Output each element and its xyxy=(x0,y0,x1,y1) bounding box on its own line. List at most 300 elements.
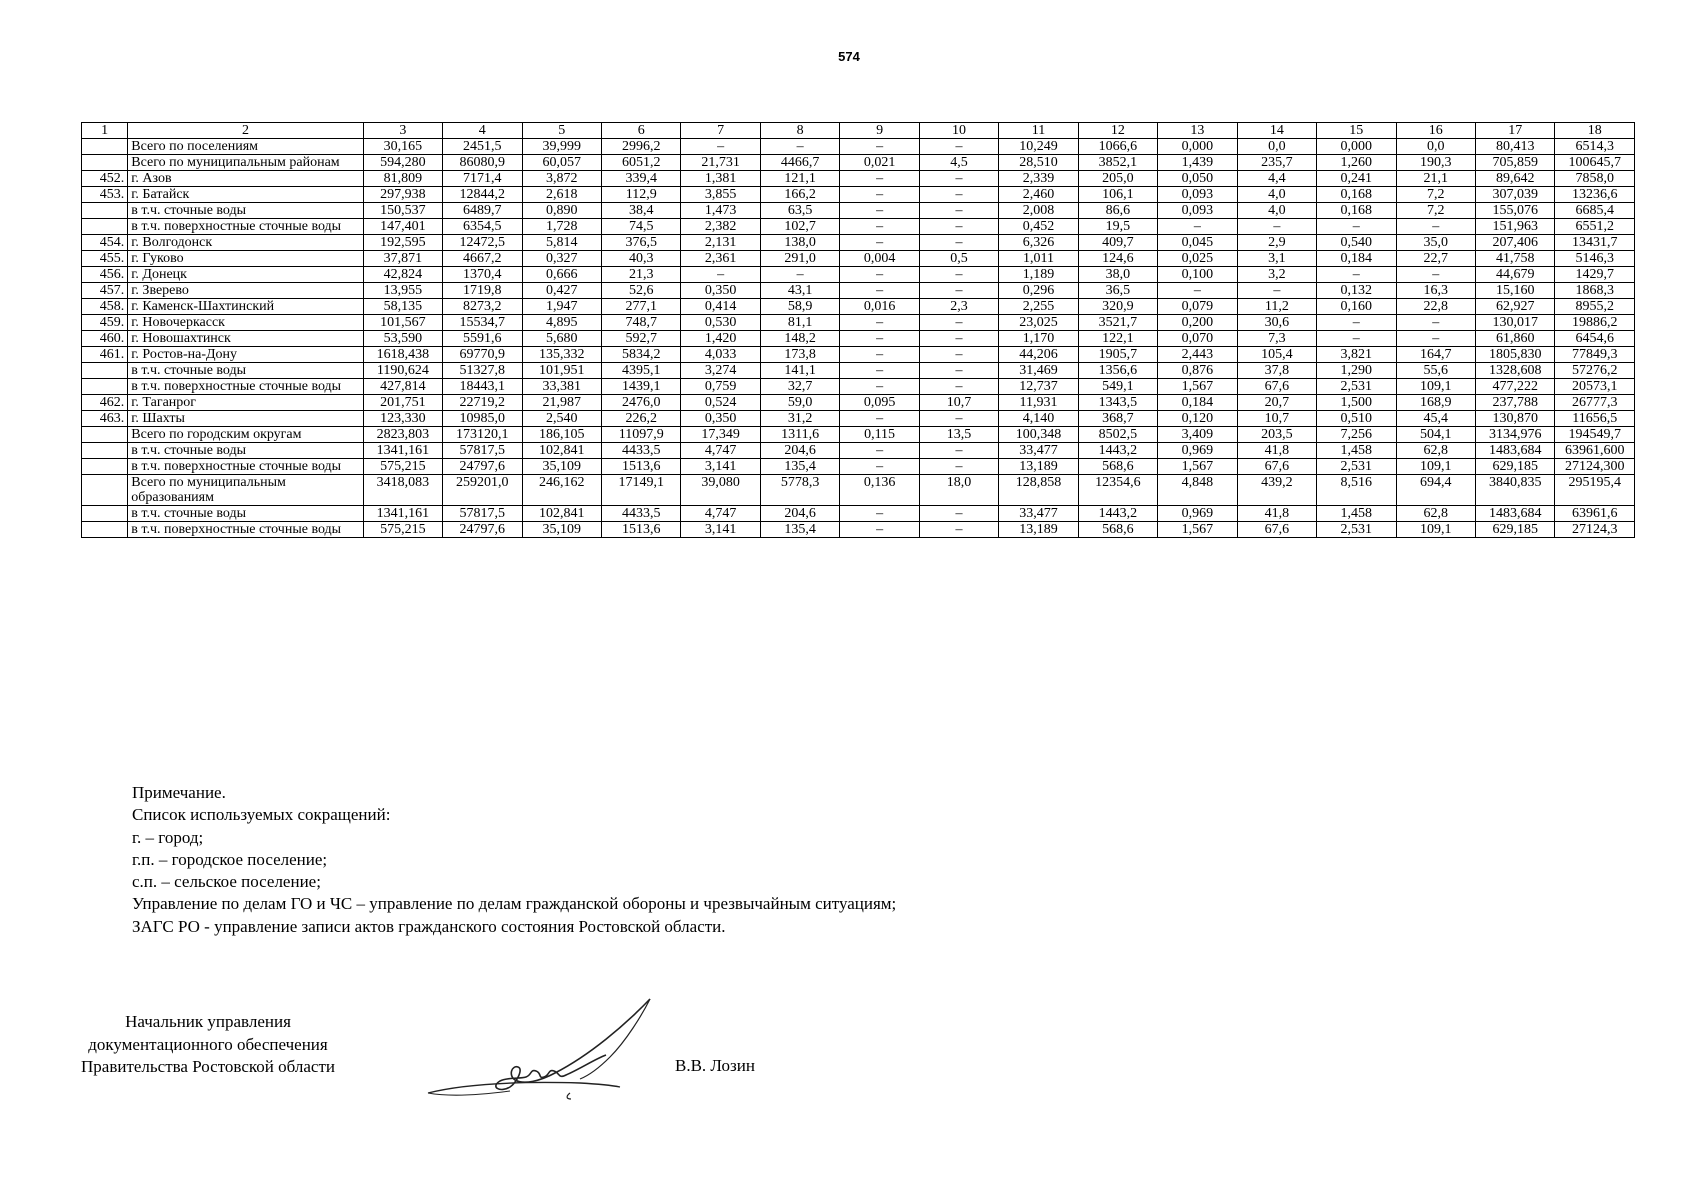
value-cell: 3,1 xyxy=(1237,251,1316,267)
value-cell: 57276,2 xyxy=(1555,363,1635,379)
value-cell: – xyxy=(919,411,998,427)
value-cell: 2,339 xyxy=(999,171,1078,187)
row-name-cell: в т.ч. поверхностные сточные воды xyxy=(128,219,363,235)
value-cell: 100,348 xyxy=(999,427,1078,443)
value-cell: 201,751 xyxy=(363,395,442,411)
row-number-cell xyxy=(82,379,128,395)
value-cell: 57817,5 xyxy=(443,443,522,459)
value-cell: 0,414 xyxy=(681,299,760,315)
value-cell: 1,500 xyxy=(1317,395,1396,411)
value-cell: 0,0 xyxy=(1396,139,1475,155)
value-cell: 0,093 xyxy=(1158,187,1237,203)
table-row xyxy=(82,251,1635,267)
value-cell: 3134,976 xyxy=(1475,427,1554,443)
value-cell: 307,039 xyxy=(1475,187,1554,203)
value-cell: – xyxy=(1237,283,1316,299)
value-cell: 297,938 xyxy=(363,187,442,203)
value-cell: 39,999 xyxy=(522,139,601,155)
value-cell: 629,185 xyxy=(1475,459,1554,475)
value-cell: 186,105 xyxy=(522,427,601,443)
value-cell: 12354,6 xyxy=(1078,475,1157,506)
value-cell: 51327,8 xyxy=(443,363,522,379)
value-cell: 1868,3 xyxy=(1555,283,1635,299)
value-cell: 37,871 xyxy=(363,251,442,267)
value-cell: – xyxy=(919,315,998,331)
value-cell: 6454,6 xyxy=(1555,331,1635,347)
value-cell: – xyxy=(840,283,919,299)
value-cell: 135,4 xyxy=(760,522,839,538)
value-cell: – xyxy=(760,139,839,155)
row-name-cell: г. Зверево xyxy=(128,283,363,299)
value-cell: – xyxy=(681,139,760,155)
value-cell: 27124,3 xyxy=(1555,522,1635,538)
value-cell: 44,679 xyxy=(1475,267,1554,283)
row-number-cell xyxy=(82,522,128,538)
value-cell: 19886,2 xyxy=(1555,315,1635,331)
value-cell: 1,439 xyxy=(1158,155,1237,171)
value-cell: 1,170 xyxy=(999,331,1078,347)
value-cell: 2,443 xyxy=(1158,347,1237,363)
value-cell: 7,2 xyxy=(1396,203,1475,219)
value-cell: 6514,3 xyxy=(1555,139,1635,155)
value-cell: – xyxy=(919,203,998,219)
value-cell: 226,2 xyxy=(601,411,680,427)
value-cell: 0,184 xyxy=(1317,251,1396,267)
row-number-cell xyxy=(82,443,128,459)
value-cell: – xyxy=(919,379,998,395)
value-cell: 1356,6 xyxy=(1078,363,1157,379)
value-cell: 1343,5 xyxy=(1078,395,1157,411)
value-cell: 1370,4 xyxy=(443,267,522,283)
value-cell: 8,516 xyxy=(1317,475,1396,506)
value-cell: 3,141 xyxy=(681,459,760,475)
value-cell: 58,9 xyxy=(760,299,839,315)
value-cell: 7,3 xyxy=(1237,331,1316,347)
value-cell: 148,2 xyxy=(760,331,839,347)
value-cell: 594,280 xyxy=(363,155,442,171)
value-cell: 4,0 xyxy=(1237,203,1316,219)
column-number-cell: 14 xyxy=(1237,123,1316,139)
value-cell: 100645,7 xyxy=(1555,155,1635,171)
row-number-cell: 458. xyxy=(82,299,128,315)
value-cell: 2,008 xyxy=(999,203,1078,219)
row-number-cell: 452. xyxy=(82,171,128,187)
value-cell: 1618,438 xyxy=(363,347,442,363)
value-cell: 61,860 xyxy=(1475,331,1554,347)
value-cell: 0,132 xyxy=(1317,283,1396,299)
value-cell: 8955,2 xyxy=(1555,299,1635,315)
value-cell: 55,6 xyxy=(1396,363,1475,379)
value-cell: 1429,7 xyxy=(1555,267,1635,283)
value-cell: 24797,6 xyxy=(443,522,522,538)
value-cell: 36,5 xyxy=(1078,283,1157,299)
value-cell: 694,4 xyxy=(1396,475,1475,506)
column-number-cell: 5 xyxy=(522,123,601,139)
value-cell: 7,2 xyxy=(1396,187,1475,203)
value-cell: – xyxy=(840,522,919,538)
value-cell: 235,7 xyxy=(1237,155,1316,171)
note-line: Список используемых сокращений: xyxy=(132,805,391,825)
value-cell: 38,4 xyxy=(601,203,680,219)
value-cell: 151,963 xyxy=(1475,219,1554,235)
value-cell: 0,000 xyxy=(1317,139,1396,155)
row-name-cell: г. Каменск-Шахтинский xyxy=(128,299,363,315)
page-number: 574 xyxy=(838,49,860,64)
row-number-cell xyxy=(82,219,128,235)
value-cell: 57817,5 xyxy=(443,506,522,522)
row-number-cell: 454. xyxy=(82,235,128,251)
value-cell: 3,872 xyxy=(522,171,601,187)
value-cell: 1328,608 xyxy=(1475,363,1554,379)
row-name-cell: в т.ч. сточные воды xyxy=(128,203,363,219)
value-cell: 12,737 xyxy=(999,379,1078,395)
value-cell: 41,758 xyxy=(1475,251,1554,267)
value-cell: 22719,2 xyxy=(443,395,522,411)
row-name-cell: в т.ч. сточные воды xyxy=(128,506,363,522)
value-cell: 0,095 xyxy=(840,395,919,411)
value-cell: 10,7 xyxy=(919,395,998,411)
value-cell: 63961,600 xyxy=(1555,443,1635,459)
value-cell: 7,256 xyxy=(1317,427,1396,443)
value-cell: 4,848 xyxy=(1158,475,1237,506)
value-cell: 192,595 xyxy=(363,235,442,251)
value-cell: 102,841 xyxy=(522,506,601,522)
value-cell: 123,330 xyxy=(363,411,442,427)
table-row xyxy=(82,187,1635,203)
value-cell: 141,1 xyxy=(760,363,839,379)
value-cell: 0,136 xyxy=(840,475,919,506)
value-cell: 6051,2 xyxy=(601,155,680,171)
row-number-cell xyxy=(82,506,128,522)
value-cell: – xyxy=(919,443,998,459)
row-name-cell: в т.ч. сточные воды xyxy=(128,443,363,459)
column-number-cell: 16 xyxy=(1396,123,1475,139)
value-cell: 18,0 xyxy=(919,475,998,506)
column-number-cell: 8 xyxy=(760,123,839,139)
value-cell: 0,540 xyxy=(1317,235,1396,251)
value-cell: 89,642 xyxy=(1475,171,1554,187)
value-cell: 12844,2 xyxy=(443,187,522,203)
value-cell: 5834,2 xyxy=(601,347,680,363)
signature-title-line: документационного обеспечения xyxy=(88,1034,328,1054)
value-cell: 2823,803 xyxy=(363,427,442,443)
value-cell: – xyxy=(1396,267,1475,283)
value-cell: 0,079 xyxy=(1158,299,1237,315)
value-cell: 194549,7 xyxy=(1555,427,1635,443)
row-name-cell: г. Донецк xyxy=(128,267,363,283)
value-cell: 568,6 xyxy=(1078,522,1157,538)
row-number-cell xyxy=(82,475,128,506)
value-cell: – xyxy=(1237,219,1316,235)
value-cell: 8502,5 xyxy=(1078,427,1157,443)
value-cell: 0,184 xyxy=(1158,395,1237,411)
column-number-cell: 3 xyxy=(363,123,442,139)
column-number-cell: 7 xyxy=(681,123,760,139)
value-cell: 28,510 xyxy=(999,155,1078,171)
value-cell: 368,7 xyxy=(1078,411,1157,427)
value-cell: 11,931 xyxy=(999,395,1078,411)
value-cell: 21,731 xyxy=(681,155,760,171)
value-cell: 30,165 xyxy=(363,139,442,155)
value-cell: – xyxy=(919,267,998,283)
row-name-cell: г. Азов xyxy=(128,171,363,187)
handwritten-signature xyxy=(420,995,660,1105)
value-cell: 20573,1 xyxy=(1555,379,1635,395)
value-cell: 4,747 xyxy=(681,443,760,459)
value-cell: 1,260 xyxy=(1317,155,1396,171)
value-cell: 0,200 xyxy=(1158,315,1237,331)
value-cell: 0,025 xyxy=(1158,251,1237,267)
value-cell: 2,9 xyxy=(1237,235,1316,251)
value-cell: 13,189 xyxy=(999,522,1078,538)
table-row xyxy=(82,155,1635,171)
value-cell: – xyxy=(1317,315,1396,331)
value-cell: 277,1 xyxy=(601,299,680,315)
value-cell: – xyxy=(919,363,998,379)
row-name-cell: в т.ч. поверхностные сточные воды xyxy=(128,459,363,475)
value-cell: 0,969 xyxy=(1158,506,1237,522)
value-cell: 1066,6 xyxy=(1078,139,1157,155)
value-cell: 1341,161 xyxy=(363,506,442,522)
table-row xyxy=(82,379,1635,395)
value-cell: 31,2 xyxy=(760,411,839,427)
value-cell: 5778,3 xyxy=(760,475,839,506)
value-cell: 130,017 xyxy=(1475,315,1554,331)
table-row xyxy=(82,395,1635,411)
value-cell: 0,000 xyxy=(1158,139,1237,155)
value-cell: 1,189 xyxy=(999,267,1078,283)
value-cell: 1,567 xyxy=(1158,522,1237,538)
value-cell: 13236,6 xyxy=(1555,187,1635,203)
value-cell: 0,045 xyxy=(1158,235,1237,251)
table-row xyxy=(82,475,1635,506)
table-row xyxy=(82,347,1635,363)
value-cell: 4,895 xyxy=(522,315,601,331)
value-cell: – xyxy=(760,267,839,283)
value-cell: 11,2 xyxy=(1237,299,1316,315)
value-cell: 1439,1 xyxy=(601,379,680,395)
row-number-cell xyxy=(82,155,128,171)
value-cell: – xyxy=(1317,219,1396,235)
value-cell: 2,540 xyxy=(522,411,601,427)
value-cell: 13431,7 xyxy=(1555,235,1635,251)
value-cell: 1,381 xyxy=(681,171,760,187)
value-cell: 3,274 xyxy=(681,363,760,379)
table-row xyxy=(82,299,1635,315)
value-cell: 35,109 xyxy=(522,459,601,475)
value-cell: 150,537 xyxy=(363,203,442,219)
value-cell: 173120,1 xyxy=(443,427,522,443)
row-number-cell xyxy=(82,203,128,219)
value-cell: 2,382 xyxy=(681,219,760,235)
value-cell: 1513,6 xyxy=(601,522,680,538)
table-row xyxy=(82,522,1635,538)
value-cell: 15,160 xyxy=(1475,283,1554,299)
value-cell: 4,0 xyxy=(1237,187,1316,203)
signature-title-line: Начальник управления xyxy=(125,1012,291,1031)
value-cell: – xyxy=(919,522,998,538)
row-name-cell: Всего по городским округам xyxy=(128,427,363,443)
table-row xyxy=(82,219,1635,235)
value-cell: 21,1 xyxy=(1396,171,1475,187)
row-number-cell: 456. xyxy=(82,267,128,283)
value-cell: 67,6 xyxy=(1237,459,1316,475)
value-cell: 339,4 xyxy=(601,171,680,187)
row-number-cell: 462. xyxy=(82,395,128,411)
value-cell: 1805,830 xyxy=(1475,347,1554,363)
value-cell: 109,1 xyxy=(1396,459,1475,475)
value-cell: 0,666 xyxy=(522,267,601,283)
value-cell: 22,8 xyxy=(1396,299,1475,315)
value-cell: 11656,5 xyxy=(1555,411,1635,427)
value-cell: 81,1 xyxy=(760,315,839,331)
value-cell: 105,4 xyxy=(1237,347,1316,363)
value-cell: 33,477 xyxy=(999,443,1078,459)
value-cell: 2451,5 xyxy=(443,139,522,155)
table-row xyxy=(82,427,1635,443)
value-cell: 568,6 xyxy=(1078,459,1157,475)
value-cell: 44,206 xyxy=(999,347,1078,363)
value-cell: 21,3 xyxy=(601,267,680,283)
value-cell: 1483,684 xyxy=(1475,506,1554,522)
value-cell: 24797,6 xyxy=(443,459,522,475)
value-cell: 1,567 xyxy=(1158,379,1237,395)
value-cell: 67,6 xyxy=(1237,522,1316,538)
row-name-cell: в т.ч. сточные воды xyxy=(128,363,363,379)
value-cell: 173,8 xyxy=(760,347,839,363)
value-cell: 130,870 xyxy=(1475,411,1554,427)
value-cell: 124,6 xyxy=(1078,251,1157,267)
table-row xyxy=(82,203,1635,219)
value-cell: 477,222 xyxy=(1475,379,1554,395)
value-cell: – xyxy=(840,267,919,283)
column-number-cell: 13 xyxy=(1158,123,1237,139)
value-cell: – xyxy=(919,219,998,235)
value-cell: 204,6 xyxy=(760,506,839,522)
value-cell: 1905,7 xyxy=(1078,347,1157,363)
value-cell: 12472,5 xyxy=(443,235,522,251)
value-cell: 1443,2 xyxy=(1078,506,1157,522)
row-number-cell xyxy=(82,139,128,155)
value-cell: 3418,083 xyxy=(363,475,442,506)
value-cell: 3,2 xyxy=(1237,267,1316,283)
value-cell: 0,050 xyxy=(1158,171,1237,187)
value-cell: 80,413 xyxy=(1475,139,1554,155)
value-cell: 112,9 xyxy=(601,187,680,203)
value-cell: 0,160 xyxy=(1317,299,1396,315)
note-line: с.п. – сельское поселение; xyxy=(132,872,321,892)
value-cell: – xyxy=(919,459,998,475)
value-cell: 166,2 xyxy=(760,187,839,203)
value-cell: – xyxy=(840,506,919,522)
value-cell: 164,7 xyxy=(1396,347,1475,363)
value-cell: 2476,0 xyxy=(601,395,680,411)
note-line: г. – город; xyxy=(132,827,204,847)
value-cell: 26777,3 xyxy=(1555,395,1635,411)
value-cell: 11097,9 xyxy=(601,427,680,443)
value-cell: 3852,1 xyxy=(1078,155,1157,171)
value-cell: 0,0 xyxy=(1237,139,1316,155)
value-cell: – xyxy=(919,187,998,203)
value-cell: 4,033 xyxy=(681,347,760,363)
value-cell: – xyxy=(919,283,998,299)
value-cell: 6489,7 xyxy=(443,203,522,219)
value-cell: 0,070 xyxy=(1158,331,1237,347)
value-cell: 60,057 xyxy=(522,155,601,171)
row-number-cell xyxy=(82,427,128,443)
column-number-cell: 11 xyxy=(999,123,1078,139)
value-cell: 0,876 xyxy=(1158,363,1237,379)
row-number-cell xyxy=(82,459,128,475)
value-cell: – xyxy=(1396,331,1475,347)
value-cell: 0,452 xyxy=(999,219,1078,235)
value-cell: 101,951 xyxy=(522,363,601,379)
row-number-cell: 459. xyxy=(82,315,128,331)
value-cell: 168,9 xyxy=(1396,395,1475,411)
value-cell: 6354,5 xyxy=(443,219,522,235)
value-cell: 43,1 xyxy=(760,283,839,299)
value-cell: 40,3 xyxy=(601,251,680,267)
value-cell: 291,0 xyxy=(760,251,839,267)
value-cell: 41,8 xyxy=(1237,443,1316,459)
value-cell: 122,1 xyxy=(1078,331,1157,347)
value-cell: 63,5 xyxy=(760,203,839,219)
value-cell: 1483,684 xyxy=(1475,443,1554,459)
value-cell: 237,788 xyxy=(1475,395,1554,411)
note-line: ЗАГС РО - управление записи актов гражданского состояния Ростовской области. xyxy=(132,916,726,936)
value-cell: 39,080 xyxy=(681,475,760,506)
value-cell: 575,215 xyxy=(363,459,442,475)
value-cell: 5,814 xyxy=(522,235,601,251)
value-cell: 21,987 xyxy=(522,395,601,411)
value-cell: 38,0 xyxy=(1078,267,1157,283)
value-cell: 0,427 xyxy=(522,283,601,299)
value-cell: – xyxy=(840,379,919,395)
value-cell: 1513,6 xyxy=(601,459,680,475)
value-cell: 3,409 xyxy=(1158,427,1237,443)
value-cell: 2,3 xyxy=(919,299,998,315)
value-cell: 549,1 xyxy=(1078,379,1157,395)
value-cell: 1,473 xyxy=(681,203,760,219)
value-cell: 207,406 xyxy=(1475,235,1554,251)
value-cell: 2,460 xyxy=(999,187,1078,203)
value-cell: 7858,0 xyxy=(1555,171,1635,187)
value-cell: 0,350 xyxy=(681,283,760,299)
value-cell: 0,168 xyxy=(1317,187,1396,203)
value-cell: – xyxy=(681,267,760,283)
value-cell: 1,728 xyxy=(522,219,601,235)
value-cell: 1,947 xyxy=(522,299,601,315)
value-cell: – xyxy=(840,331,919,347)
value-cell: 0,350 xyxy=(681,411,760,427)
value-cell: 2,131 xyxy=(681,235,760,251)
value-cell: 4,747 xyxy=(681,506,760,522)
value-cell: 4,140 xyxy=(999,411,1078,427)
table-row xyxy=(82,283,1635,299)
value-cell: 19,5 xyxy=(1078,219,1157,235)
row-number-cell: 453. xyxy=(82,187,128,203)
value-cell: 5,680 xyxy=(522,331,601,347)
value-cell: 705,859 xyxy=(1475,155,1554,171)
table-row xyxy=(82,235,1635,251)
value-cell: 23,025 xyxy=(999,315,1078,331)
row-name-cell: г. Новочеркасск xyxy=(128,315,363,331)
column-number-cell: 6 xyxy=(601,123,680,139)
value-cell: 20,7 xyxy=(1237,395,1316,411)
value-cell: 33,381 xyxy=(522,379,601,395)
value-cell: 1341,161 xyxy=(363,443,442,459)
column-number-cell: 1 xyxy=(82,123,128,139)
